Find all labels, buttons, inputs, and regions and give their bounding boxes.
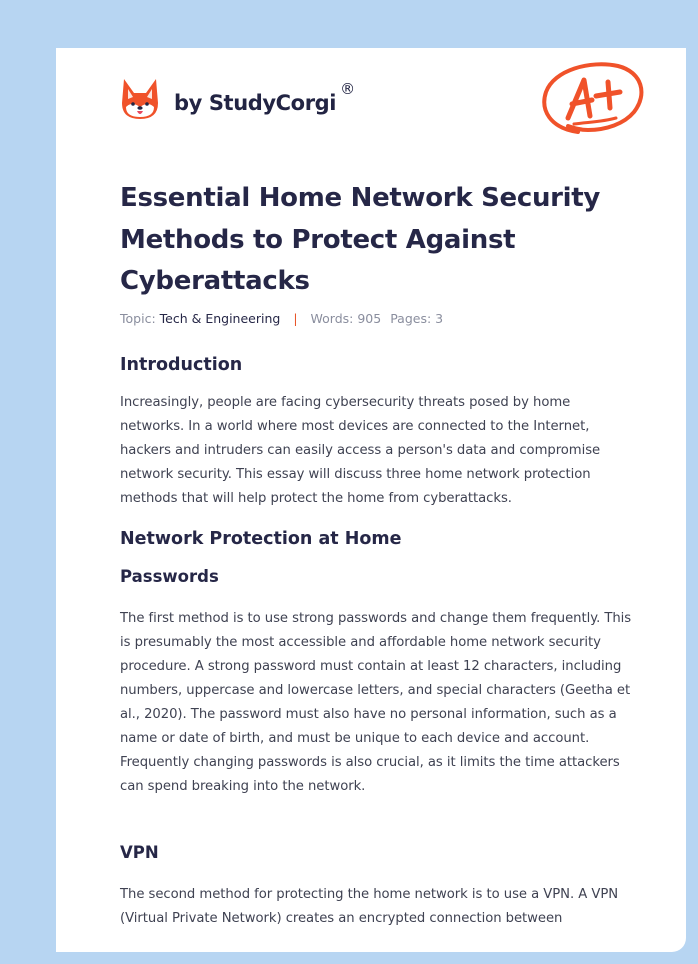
paragraph-vpn: The second method for protecting the home network is to use a VPN. A VPN (Virtual Private Network) creates an encrypted connection between: [120, 887, 619, 926]
studycorgi-logo[interactable]: [120, 74, 355, 124]
heading-passwords: Passwords: [120, 567, 219, 586]
document-card: [56, 48, 686, 952]
topic-label: Topic:: [120, 311, 156, 326]
page-count: Pages: 3: [390, 311, 444, 326]
heading-network-protection: Network Protection at Home: [120, 529, 402, 549]
heading-vpn: VPN: [120, 843, 159, 862]
registered-mark: ®: [340, 80, 356, 98]
grade-a-plus-badge: [538, 58, 648, 147]
paragraph-passwords: The first method is to use strong passwords and change them frequently. This is presumably the most accessible and affordable home network security procedure. A strong password must contain at least 12 characters, including numbers, uppercase and lowercase letters, and special characters (Geetha et al., 2020). The password must also have no personal information, such as a name or date of birth, and must be unique to each device and account. Frequently changing passwords is also crucial, as it limits the time attackers can spend breaking into the network.: [120, 611, 632, 794]
meta-separator: |: [293, 311, 298, 326]
topic-link[interactable]: Tech & Engineering: [159, 311, 281, 326]
heading-introduction: Introduction: [120, 355, 243, 375]
document-meta: [120, 311, 443, 326]
corgi-icon: [120, 77, 160, 121]
a-plus-icon: [538, 58, 648, 142]
paragraph-introduction: Increasingly, people are facing cybersecurity threats posed by home networks. In a world where most devices are connected to the Internet, hackers and intruders can easily access a person's data and compromise network security. This essay will discuss three home network protection methods that will help protect the home from cyberattacks.: [120, 395, 601, 506]
brand-name: by StudyCorgi: [174, 91, 337, 115]
word-count: Words: 905: [310, 311, 382, 326]
document-title: Essential Home Network Security Methods to Protect Against Cyberattacks: [120, 183, 601, 296]
